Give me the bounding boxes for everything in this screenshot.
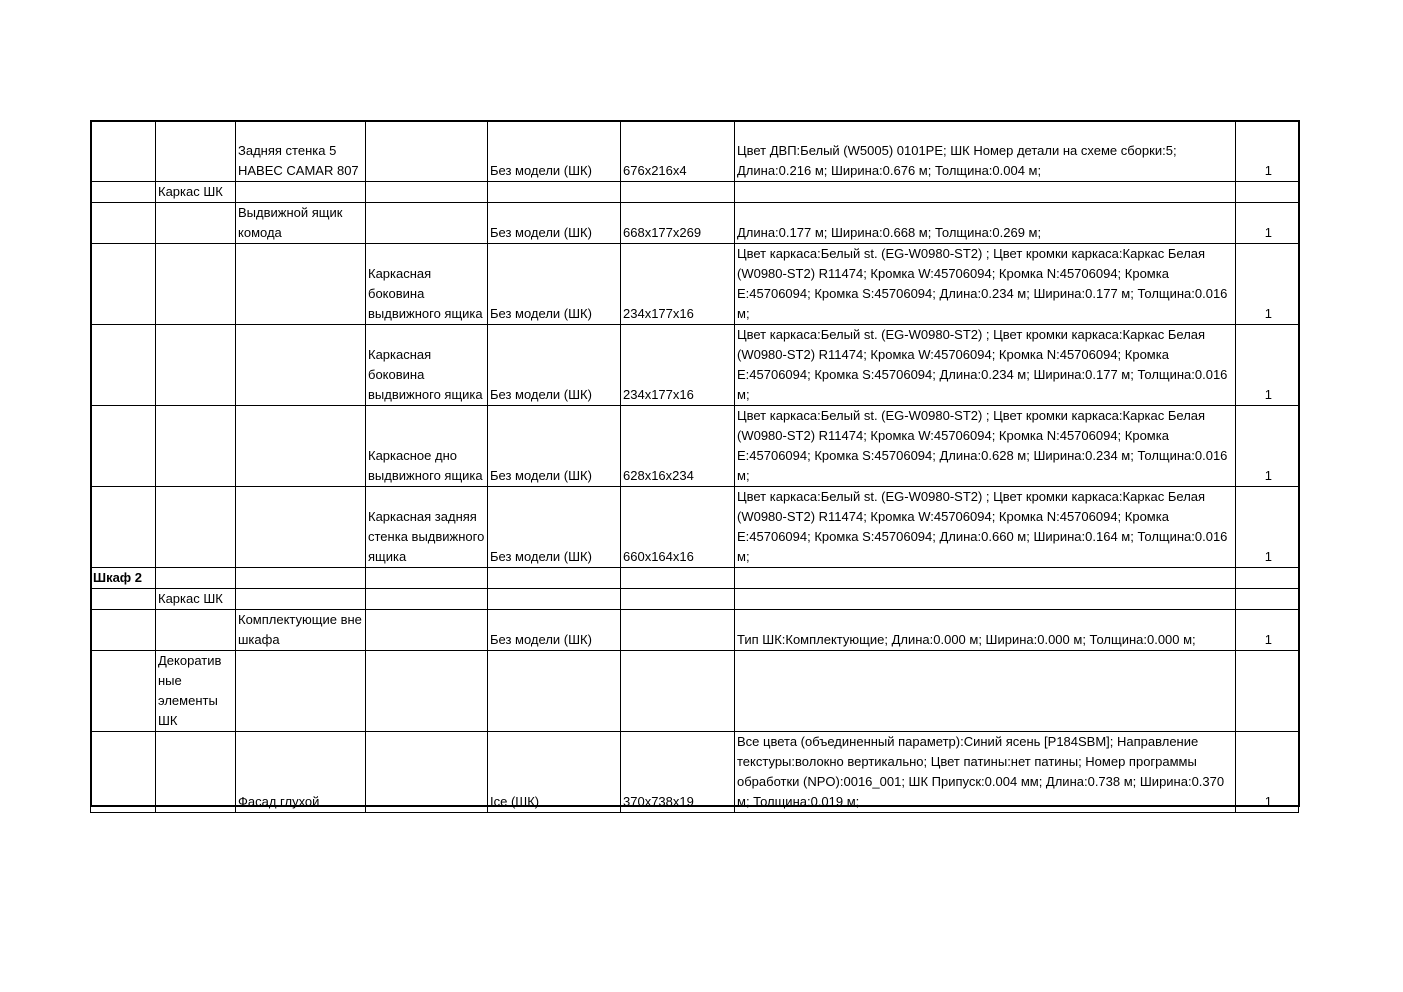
table-row [91,589,1299,610]
col-subpart [366,121,488,182]
col-description: Все цвета (объединенный параметр):Синий ясень [P184SBM]; Направление текстуры:волокно вертикально; Цвет патины:нет патины; Номер программы обработки (NPO):0016_001; ШК Припуск:0.004 мм; Длина:0.738 м; Ширина:0.370 м; Толщина:0.019 м; [735,732,1236,813]
col-description [735,589,1236,610]
col-section [156,487,236,568]
col-part [236,487,366,568]
col-part: Фасад глухой [236,732,366,813]
col-group [91,325,156,406]
table-row [91,487,1299,568]
col-model [488,182,621,203]
col-description [735,568,1236,589]
col-model: Без модели (ШК) [488,406,621,487]
table-row [91,568,1299,589]
col-group [91,651,156,732]
table-row [91,244,1299,325]
col-quantity: 1 [1236,732,1299,813]
col-subpart [366,651,488,732]
col-size: 234x177x16 [621,325,735,406]
col-quantity [1236,568,1299,589]
table-row [91,651,1299,732]
col-model: Без модели (ШК) [488,487,621,568]
col-quantity: 1 [1236,610,1299,651]
col-size: 660x164x16 [621,487,735,568]
col-size [621,568,735,589]
col-section: Каркас ШК [156,182,236,203]
table-row [91,182,1299,203]
col-model: Без модели (ШК) [488,325,621,406]
col-group [91,589,156,610]
col-subpart: Каркасное дно выдвижного ящика [366,406,488,487]
col-quantity [1236,182,1299,203]
col-group [91,244,156,325]
col-section: Каркас ШК [156,589,236,610]
table-row [91,203,1299,244]
col-quantity [1236,589,1299,610]
col-size: 370x738x19 [621,732,735,813]
col-quantity: 1 [1236,121,1299,182]
col-subpart [366,203,488,244]
col-section [156,203,236,244]
col-part: Выдвижной ящик комода [236,203,366,244]
col-section: Декоратив ные элементы ШК [156,651,236,732]
col-subpart: Каркасная задняя стенка выдвижного ящика [366,487,488,568]
col-quantity: 1 [1236,244,1299,325]
col-subpart [366,610,488,651]
parts-table [90,120,1299,813]
col-subpart [366,732,488,813]
col-description [735,651,1236,732]
table-row [91,406,1299,487]
col-model [488,568,621,589]
col-part: Комплектующие вне шкафа [236,610,366,651]
col-group [91,121,156,182]
col-description: Цвет ДВП:Белый (W5005) 0101PE; ШК Номер детали на схеме сборки:5; Длина:0.216 м; Ширина:0.676 м; Толщина:0.004 м; [735,121,1236,182]
col-size: 234x177x16 [621,244,735,325]
col-part [236,589,366,610]
table-row [91,610,1299,651]
col-group [91,182,156,203]
col-model: Без модели (ШК) [488,610,621,651]
col-size [621,182,735,203]
col-subpart: Каркасная боковина выдвижного ящика [366,244,488,325]
col-size: 628x16x234 [621,406,735,487]
col-description: Длина:0.177 м; Ширина:0.668 м; Толщина:0.269 м; [735,203,1236,244]
col-description: Цвет каркаса:Белый st. (EG-W0980-ST2) ; Цвет кромки каркаса:Каркас Белая (W0980-ST2) R11474; Кромка W:45706094; Кромка N:45706094; Кромка E:45706094; Кромка S:45706094; Длина:0.234 м; Ширина:0.177 м; Толщина:0.016 м; [735,244,1236,325]
col-section [156,325,236,406]
col-model: Ice (ШК) [488,732,621,813]
col-model [488,651,621,732]
col-group [91,732,156,813]
col-group: Шкаф 2 [91,568,156,589]
col-subpart [366,182,488,203]
col-model: Без модели (ШК) [488,121,621,182]
col-part [236,651,366,732]
col-part [236,244,366,325]
col-size: 668x177x269 [621,203,735,244]
col-part [236,182,366,203]
col-model: Без модели (ШК) [488,203,621,244]
col-section [156,121,236,182]
col-subpart [366,568,488,589]
col-description: Цвет каркаса:Белый st. (EG-W0980-ST2) ; Цвет кромки каркаса:Каркас Белая (W0980-ST2) R11474; Кромка W:45706094; Кромка N:45706094; Кромка E:45706094; Кромка S:45706094; Длина:0.660 м; Ширина:0.164 м; Толщина:0.016 м; [735,487,1236,568]
table-row [91,121,1299,182]
col-group [91,610,156,651]
col-subpart [366,589,488,610]
col-part [236,406,366,487]
col-section [156,244,236,325]
col-section [156,732,236,813]
col-subpart: Каркасная боковина выдвижного ящика [366,325,488,406]
col-part [236,325,366,406]
col-part: Задняя стенка 5 HABEC CAMAR 807 [236,121,366,182]
col-model: Без модели (ШК) [488,244,621,325]
col-section [156,406,236,487]
col-quantity: 1 [1236,487,1299,568]
col-description: Цвет каркаса:Белый st. (EG-W0980-ST2) ; Цвет кромки каркаса:Каркас Белая (W0980-ST2) R11474; Кромка W:45706094; Кромка N:45706094; Кромка E:45706094; Кромка S:45706094; Длина:0.628 м; Ширина:0.234 м; Толщина:0.016 м; [735,406,1236,487]
col-description: Цвет каркаса:Белый st. (EG-W0980-ST2) ; Цвет кромки каркаса:Каркас Белая (W0980-ST2) R11474; Кромка W:45706094; Кромка N:45706094; Кромка E:45706094; Кромка S:45706094; Длина:0.234 м; Ширина:0.177 м; Толщина:0.016 м; [735,325,1236,406]
col-quantity [1236,651,1299,732]
col-section [156,568,236,589]
col-quantity: 1 [1236,325,1299,406]
col-model [488,589,621,610]
col-description: Тип ШК:Комплектующие; Длина:0.000 м; Ширина:0.000 м; Толщина:0.000 м; [735,610,1236,651]
col-quantity: 1 [1236,203,1299,244]
col-part [236,568,366,589]
col-group [91,487,156,568]
col-group [91,203,156,244]
table-row [91,325,1299,406]
col-size [621,589,735,610]
col-size: 676x216x4 [621,121,735,182]
col-group [91,406,156,487]
col-quantity: 1 [1236,406,1299,487]
col-size [621,610,735,651]
col-size [621,651,735,732]
col-description [735,182,1236,203]
col-section [156,610,236,651]
table-row [91,732,1299,813]
